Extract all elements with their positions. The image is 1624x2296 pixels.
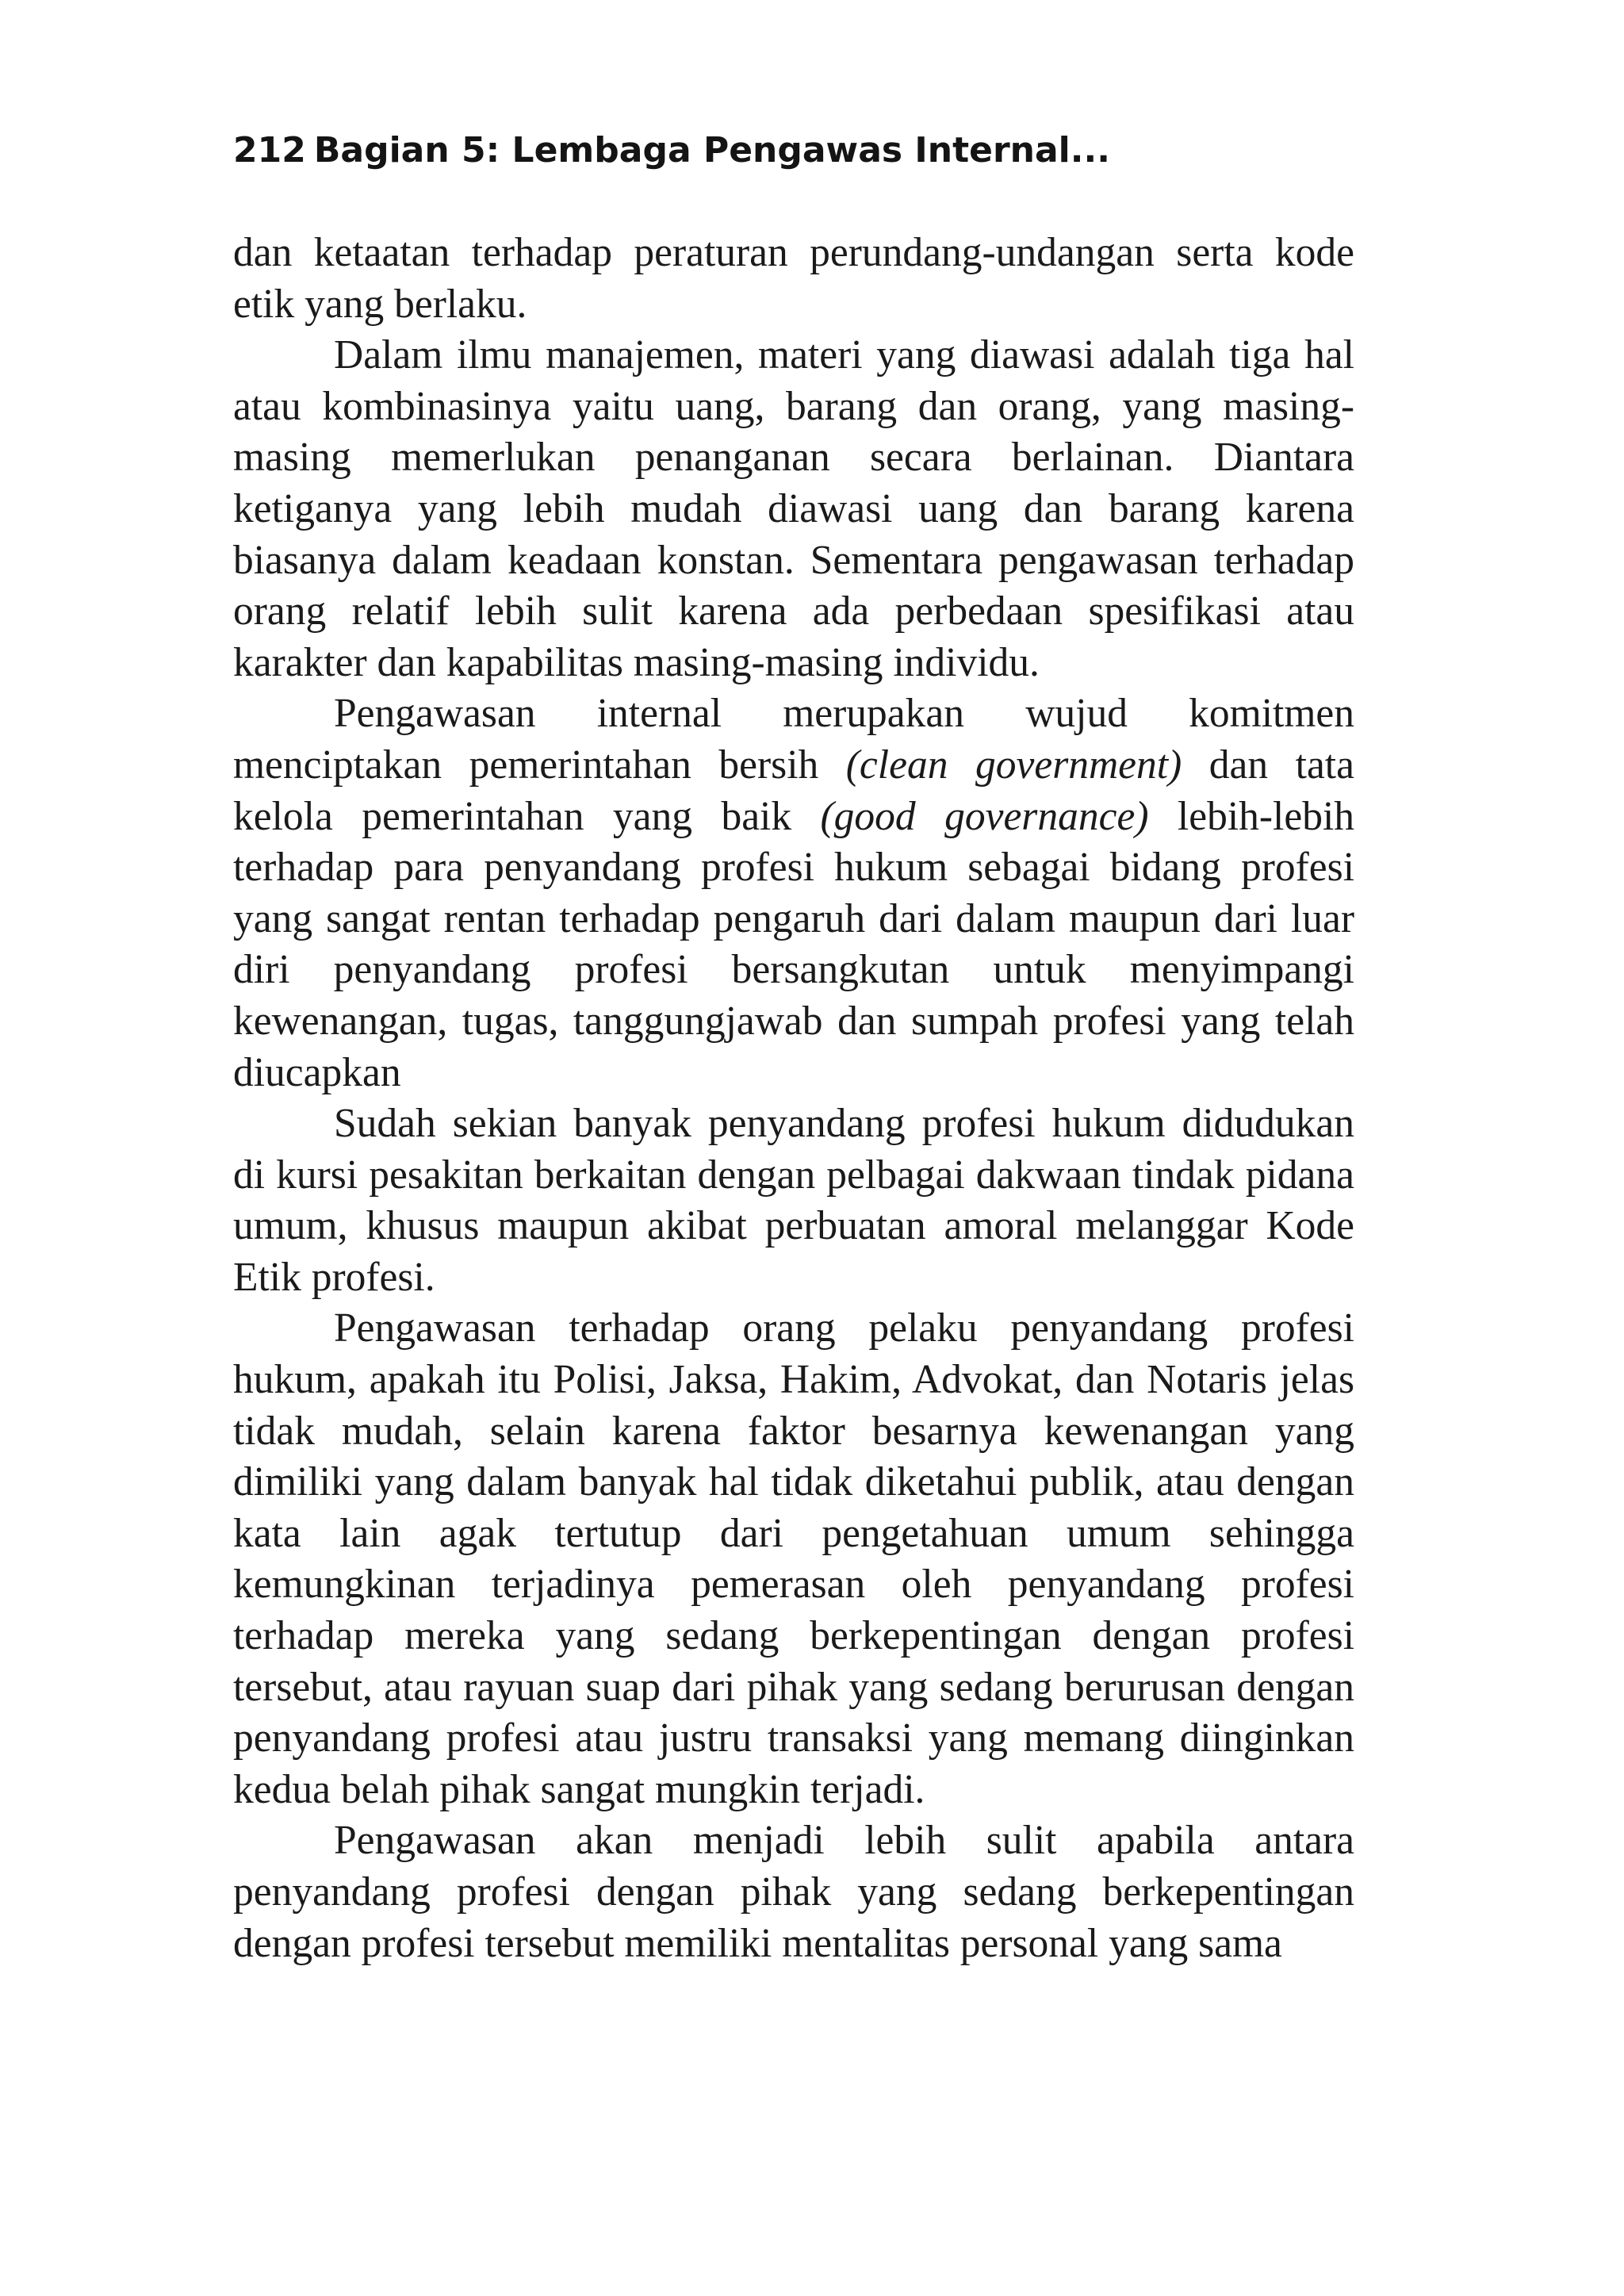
- running-header: [233, 125, 1359, 176]
- paragraph-internal-oversight: [233, 688, 1354, 1098]
- paragraph-text-segment: dan tata kelola pemerintahan yang baik: [233, 742, 1354, 839]
- paragraph-oversight-harder: Pengawasan akan menjadi lebih sulit apabila antara penyandang profesi dengan pihak yang sedang berkepentingan dengan profesi tersebut memiliki mentalitas personal yang sama: [233, 1818, 1354, 1966]
- paragraph-legal-professionals-charged: Sudah sekian banyak penyandang profesi hukum didudukan di kursi pesakitan berkaitan dengan pelbagai dakwaan tindak pidana umum, khusus maupun akibat perbuatan amoral melanggar Kode Etik profesi.: [233, 1101, 1354, 1300]
- body-text: [233, 228, 1354, 1969]
- paragraph-text-segment: lebih-lebih terhadap para penyandang profesi hukum sebagai bidang profesi yang sangat rentan terhadap pengaruh dari dalam maupun dari luar diri penyandang profesi bersangkutan untuk menyimpangi kewenangan, tugas, tanggungjawab dan sumpah profesi yang telah diucapkan: [233, 793, 1354, 1095]
- page-number: 212: [233, 130, 306, 171]
- italic-term-good-governance: (good governance): [820, 793, 1149, 839]
- italic-term-clean-government: (clean government): [845, 742, 1182, 788]
- paragraph-oversight-of-persons: Pengawasan terhadap orang pelaku penyandang profesi hukum, apakah itu Polisi, Jaksa, Hakim, Advokat, dan Notaris jelas tidak mudah, selain karena faktor besarnya kewenangan yang dimiliki yang dalam banyak hal tidak diketahui publik, atau dengan kata lain agak tertutup dari pengetahuan umum sehingga kemungkinan terjadinya pemerasan oleh penyandang profesi terhadap mereka yang sedang berkepentingan dengan profesi tersebut, atau rayuan suap dari pihak yang sedang berurusan dengan penyandang profesi atau justru transaksi yang memang diinginkan kedua belah pihak sangat mungkin terjadi.: [233, 1305, 1354, 1812]
- chapter-title: Bagian 5: Lembaga Pengawas Internal...: [313, 130, 1110, 171]
- paragraph-management-material: Dalam ilmu manajemen, materi yang diawasi adalah tiga hal atau kombinasinya yaitu uang, barang dan orang, yang masing-masing memerlukan penanganan secara berlainan. Diantara ketiganya yang lebih mudah diawasi uang dan barang karena biasanya dalam keadaan konstan. Sementara pengawasan terhadap orang relatif lebih sulit karena ada perbedaan spesifikasi atau karakter dan kapabilitas masing-masing individu.: [233, 332, 1354, 685]
- paragraph-text-segment: Pengawasan internal merupakan wujud komitmen menciptakan pemerintahan bersih: [233, 691, 1354, 788]
- paragraph-continuation: dan ketaatan terhadap peraturan perundang-undangan serta kode etik yang berlaku.: [233, 230, 1354, 327]
